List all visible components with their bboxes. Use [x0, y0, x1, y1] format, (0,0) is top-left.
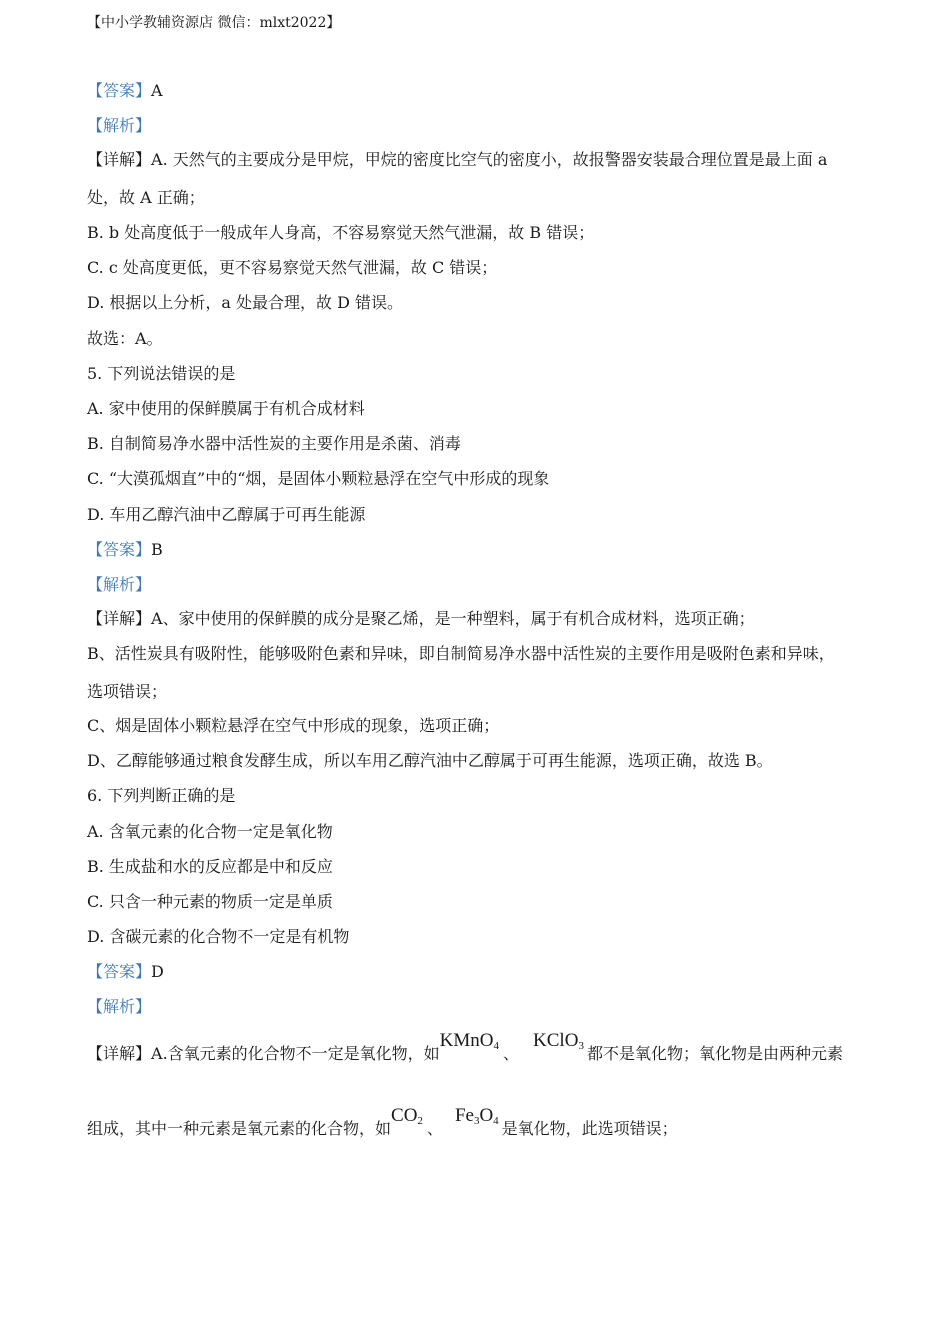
q6-answer: D [151, 962, 164, 981]
detail-tag: 【详解】 [87, 150, 152, 169]
q5-detail-b-line2: 选项错误； [87, 682, 168, 701]
formula-kclo3: KClO$_3$ [533, 1030, 584, 1052]
q4-analysis-tag: 【解析】 [87, 116, 152, 135]
q5-detail-c: C、烟是固体小颗粒悬浮在空气中形成的现象，选项正确； [87, 716, 500, 735]
q5-detail-b-line1: B、活性炭具有吸附性，能够吸附色素和异味，即自制简易净水器中活性炭的主要作用是吸附色素和异味， [87, 644, 835, 663]
separator: 、 [503, 1044, 520, 1063]
q5-analysis-tag: 【解析】 [87, 575, 152, 594]
answer-tag: 【答案】 [87, 540, 152, 559]
q6-detail-line1: 【详解】A.含氧元素的化合物不一定是氧化物，如KMnO$_4$ 、KClO$_3$ 都不是氧化物；氧化物是由两种元素 [87, 1030, 843, 1063]
formula-fe3o4: $Fe_3O_4$ [454, 1105, 499, 1127]
q6-option-d: D. 含碳元素的化合物不一定是有机物 [87, 927, 350, 946]
q5-option-c: C. “大漠孤烟直”中的“烟，是固体小颗粒悬浮在空气中形成的现象 [87, 469, 550, 488]
answer-tag: 【答案】 [87, 81, 152, 100]
q4-detail-c: C. c 处高度更低，更不容易察觉天然气泄漏，故 C 错误； [87, 258, 498, 277]
q5-option-b: B. 自制简易净水器中活性炭的主要作用是杀菌、消毒 [87, 434, 461, 453]
q5-stem: 5. 下列说法错误的是 [87, 364, 236, 383]
page-header: 【中小学教辅资源店 微信：mlxt2022】 [87, 15, 341, 31]
q4-detail-d: D. 根据以上分析，a 处最合理，故 D 错误。 [87, 293, 404, 312]
formula-kmno4: KMnO$_4$ [439, 1030, 500, 1052]
q4-answer: A [151, 81, 163, 100]
q6-analysis-tag: 【解析】 [87, 997, 152, 1016]
formula-co2: $CO_2$ [391, 1105, 423, 1127]
q4-detail-a-line2: 处，故 A 正确； [87, 188, 205, 207]
q5-option-a: A. 家中使用的保鲜膜属于有机合成材料 [87, 399, 365, 418]
q6-answer-line [87, 961, 164, 983]
q4-answer-line [87, 80, 163, 102]
q6-option-b: B. 生成盐和水的反应都是中和反应 [87, 857, 333, 876]
q4-detail-b: B. b 处高度低于一般成年人身高，不容易察觉天然气泄漏，故 B 错误； [87, 223, 595, 242]
q6-option-c: C. 只含一种元素的物质一定是单质 [87, 892, 333, 911]
q5-answer-line [87, 539, 163, 561]
detail-tag: 【详解】 [87, 1044, 152, 1063]
q4-conclusion: 故选：A。 [87, 329, 163, 348]
separator: 、 [426, 1119, 443, 1138]
q6-option-a: A. 含氧元素的化合物一定是氧化物 [87, 822, 333, 841]
q4-detail-a-line1: 【详解】A. 天然气的主要成分是甲烷，甲烷的密度比空气的密度小，故报警器安装最合理位置是最上面 a [87, 150, 828, 169]
q5-option-d: D. 车用乙醇汽油中乙醇属于可再生能源 [87, 505, 366, 524]
q6-detail-line2: 组成，其中一种元素是氧元素的化合物，如$CO_2$ 、$Fe_3O_4$ 是氧化物，此选项错误； [87, 1105, 678, 1138]
q5-detail-d: D、乙醇能够通过粮食发酵生成，所以车用乙醇汽油中乙醇属于可再生能源，选项正确，故选 B。 [87, 751, 773, 770]
q5-detail-a: 【详解】A、家中使用的保鲜膜的成分是聚乙烯，是一种塑料，属于有机合成材料，选项正确； [87, 609, 755, 628]
answer-tag: 【答案】 [87, 962, 152, 981]
detail-tag: 【详解】 [87, 609, 152, 628]
q6-stem: 6. 下列判断正确的是 [87, 786, 236, 805]
q5-answer: B [151, 540, 163, 559]
